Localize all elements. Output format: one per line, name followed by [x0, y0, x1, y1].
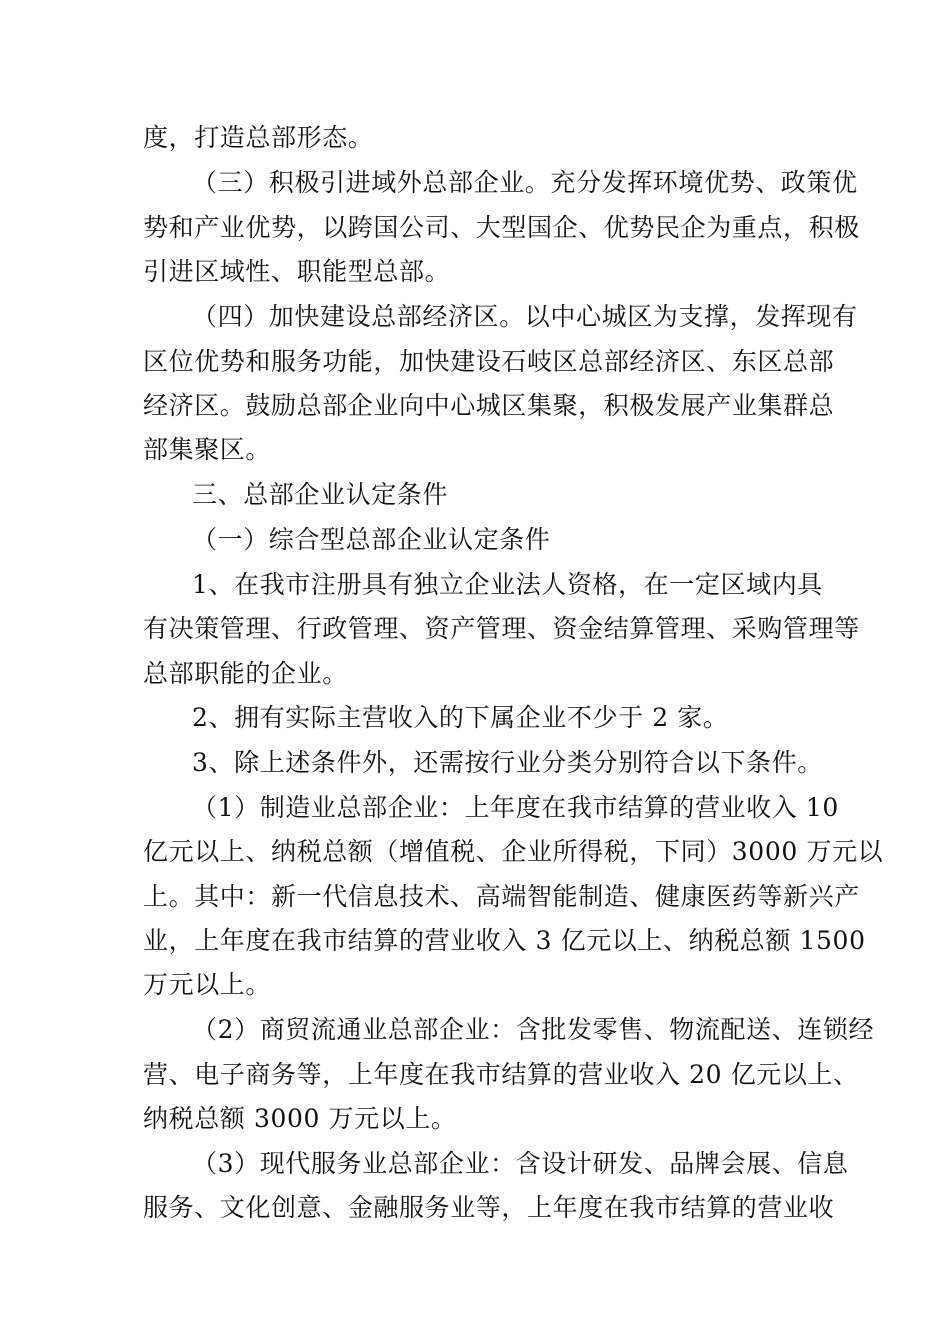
paragraph-line: 亿元以上、纳税总额（增值税、企业所得税，下同）3000 万元以: [143, 837, 884, 866]
paragraph-line: 服务、文化创意、金融服务业等，上年度在我市结算的营业收: [143, 1193, 835, 1222]
paragraph-line: 1、在我市注册具有独立企业法人资格，在一定区域内具: [192, 570, 823, 599]
subsection-heading: （一）综合型总部企业认定条件: [192, 525, 551, 554]
section-heading: 三、总部企业认定条件: [192, 480, 449, 509]
paragraph-line: 部集聚区。: [143, 435, 272, 464]
paragraph-line: 有决策管理、行政管理、资产管理、资金结算管理、采购管理等: [143, 614, 860, 643]
paragraph-line: 势和产业优势，以跨国公司、大型国企、优势民企为重点，积极: [143, 213, 860, 242]
paragraph-line: 区位优势和服务功能，加快建设石岐区总部经济区、东区总部: [143, 347, 835, 376]
paragraph-line: 业，上年度在我市结算的营业收入 3 亿元以上、纳税总额 1500: [143, 926, 866, 955]
paragraph-line: 上。其中：新一代信息技术、高端智能制造、健康医药等新兴产: [143, 882, 860, 911]
paragraph-line: 营、电子商务等，上年度在我市结算的营业收入 20 亿元以上、: [143, 1060, 859, 1089]
paragraph-line: 经济区。鼓励总部企业向中心城区集聚，积极发展产业集群总: [143, 391, 835, 420]
paragraph-line: 纳税总额 3000 万元以上。: [143, 1104, 457, 1133]
paragraph-line: （2）商贸流通业总部企业：含批发零售、物流配送、连锁经: [192, 1015, 875, 1044]
paragraph-line: 引进区域性、职能型总部。: [143, 257, 451, 286]
paragraph-line: 度，打造总部形态。: [143, 123, 374, 152]
paragraph-line: 万元以上。: [143, 970, 272, 999]
paragraph-line: 2、拥有实际主营收入的下属企业不少于 2 家。: [192, 703, 729, 732]
paragraph-line: 3、除上述条件外，还需按行业分类分别符合以下条件。: [192, 748, 823, 777]
paragraph-line: （三）积极引进域外总部企业。充分发挥环境优势、政策优: [192, 168, 858, 197]
paragraph-line: （1）制造业总部企业：上年度在我市结算的营业收入 10: [192, 793, 839, 822]
paragraph-line: 总部职能的企业。: [143, 659, 348, 688]
paragraph-line: （四）加快建设总部经济区。以中心城区为支撑，发挥现有: [192, 302, 858, 331]
paragraph-line: （3）现代服务业总部企业：含设计研发、品牌会展、信息: [192, 1149, 849, 1178]
